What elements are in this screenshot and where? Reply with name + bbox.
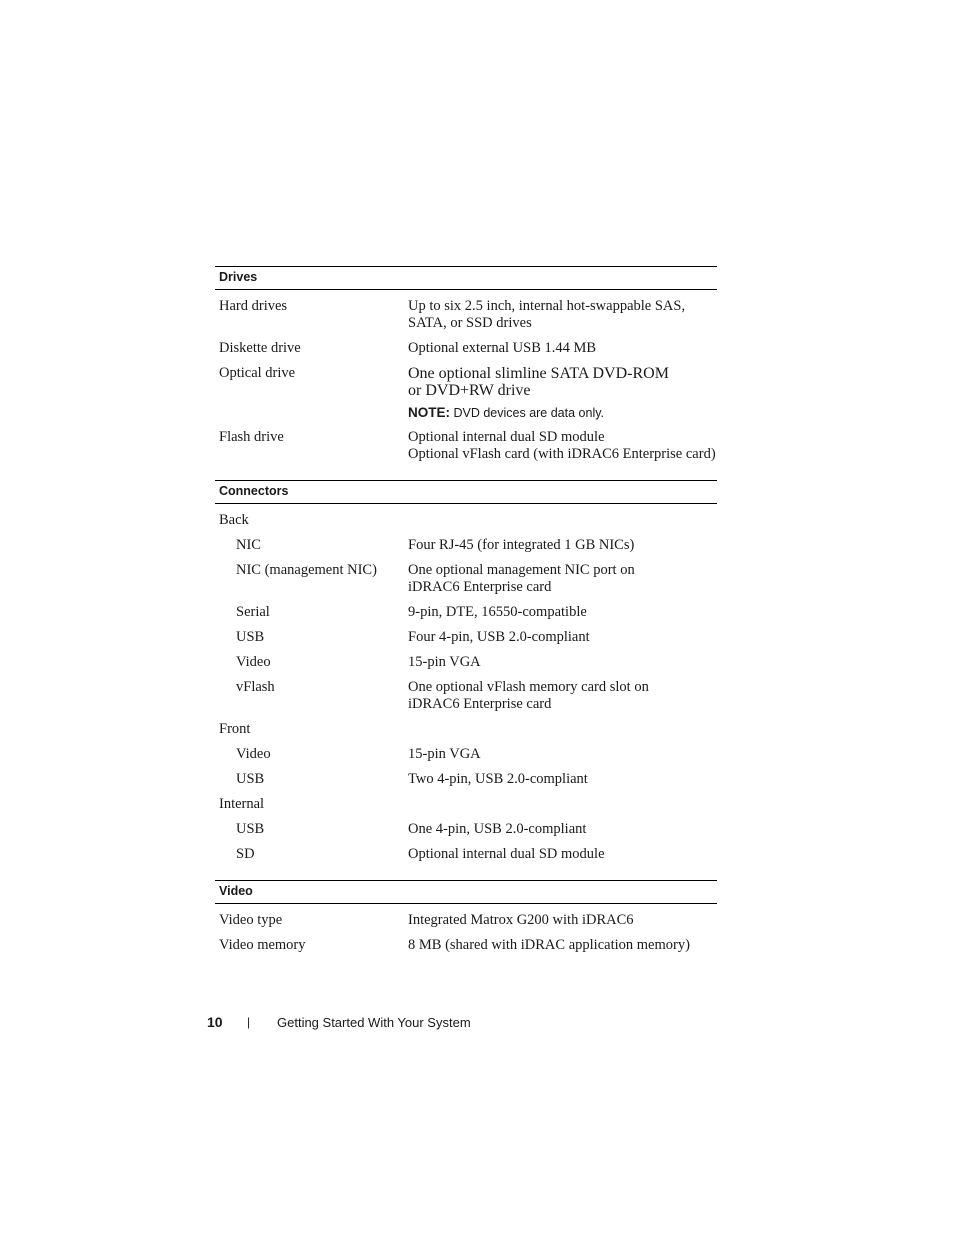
spec-row — [215, 562, 717, 596]
spec-value — [408, 604, 717, 621]
spec-label: Hard drives — [219, 298, 288, 314]
spec-value-line: SATA, or SSD drives — [408, 315, 532, 331]
note — [408, 405, 717, 421]
spec-value — [408, 912, 717, 929]
spec-row — [215, 298, 717, 332]
section-heading: Drives — [215, 266, 717, 290]
footer-title: Getting Started With Your System — [277, 1014, 471, 1030]
spec-row — [215, 340, 717, 357]
spec-value — [408, 429, 717, 463]
spec-label: NIC (management NIC) — [236, 562, 377, 578]
spec-value — [408, 365, 717, 421]
spec-label: Video type — [219, 912, 283, 928]
spec-row — [215, 912, 717, 929]
spec-label: USB — [236, 821, 265, 837]
spec-value — [408, 821, 717, 838]
spec-value-line: iDRAC6 Enterprise card — [408, 696, 552, 712]
spec-value-line: Optional internal dual SD module — [408, 429, 605, 445]
spec-value-line: Four 4-pin, USB 2.0-compliant — [408, 629, 590, 645]
section-connectors — [215, 480, 717, 863]
spec-value-line: 9-pin, DTE, 16550-compatible — [408, 604, 587, 620]
spec-value-line: One 4-pin, USB 2.0-compliant — [408, 821, 587, 837]
spec-row — [215, 721, 717, 738]
note-label: NOTE: — [408, 405, 450, 420]
spec-value-line: Four RJ-45 (for integrated 1 GB NICs) — [408, 537, 635, 553]
spec-row — [215, 429, 717, 463]
spec-value — [408, 937, 717, 954]
spec-label: Video — [236, 654, 271, 670]
note-text: DVD devices are data only. — [450, 406, 605, 420]
spec-value-line: iDRAC6 Enterprise card — [408, 579, 552, 595]
spec-value-line: Integrated Matrox G200 with iDRAC6 — [408, 912, 634, 928]
spec-label: USB — [236, 629, 265, 645]
spec-row — [215, 796, 717, 813]
spec-value-line: Two 4-pin, USB 2.0-compliant — [408, 771, 588, 787]
spec-value — [408, 298, 717, 332]
spec-row — [215, 512, 717, 529]
spec-row — [215, 604, 717, 621]
spec-value-line: Optional internal dual SD module — [408, 846, 605, 862]
spec-value — [408, 721, 717, 738]
spec-label: Diskette drive — [219, 340, 301, 356]
spec-value-line: One optional slimline SATA DVD-ROM — [408, 365, 669, 382]
spec-value — [408, 796, 717, 813]
spec-row — [215, 746, 717, 763]
spec-label: Back — [219, 512, 249, 528]
spec-value — [408, 629, 717, 646]
spec-value-line: or DVD+RW drive — [408, 382, 531, 399]
spec-value — [408, 512, 717, 529]
spec-table — [215, 266, 717, 954]
spec-label: NIC — [236, 537, 261, 553]
page-footer — [207, 1014, 471, 1030]
spec-value-line: One optional vFlash memory card slot on — [408, 679, 649, 695]
spec-label: Optical drive — [219, 365, 296, 381]
spec-value — [408, 562, 717, 596]
spec-value-line: 15-pin VGA — [408, 746, 481, 762]
spec-label: vFlash — [236, 679, 275, 695]
section-video — [215, 880, 717, 954]
spec-value — [408, 654, 717, 671]
spec-value-line: Optional vFlash card (with iDRAC6 Enterprise card) — [408, 446, 716, 462]
spec-label: SD — [236, 846, 255, 862]
spec-row — [215, 821, 717, 838]
spec-label: Flash drive — [219, 429, 284, 445]
section-drives — [215, 266, 717, 463]
spec-value-line: Up to six 2.5 inch, internal hot-swappable SAS, — [408, 298, 686, 314]
spec-label: Video memory — [219, 937, 306, 953]
spec-value — [408, 537, 717, 554]
spec-row — [215, 365, 717, 421]
spec-row — [215, 629, 717, 646]
page-number: 10 — [207, 1014, 223, 1030]
spec-value — [408, 846, 717, 863]
section-heading: Video — [215, 880, 717, 904]
spec-value — [408, 340, 717, 357]
spec-value — [408, 771, 717, 788]
spec-row — [215, 679, 717, 713]
spec-value-line: Optional external USB 1.44 MB — [408, 340, 597, 356]
spec-row — [215, 846, 717, 863]
spec-value — [408, 746, 717, 763]
section-heading: Connectors — [215, 480, 717, 504]
spec-label: Video — [236, 746, 271, 762]
spec-value-line: 15-pin VGA — [408, 654, 481, 670]
spec-row — [215, 771, 717, 788]
spec-value — [408, 679, 717, 713]
spec-row — [215, 537, 717, 554]
footer-separator: | — [247, 1015, 251, 1029]
spec-row — [215, 654, 717, 671]
spec-label: USB — [236, 771, 265, 787]
spec-label: Internal — [219, 796, 265, 812]
spec-row — [215, 937, 717, 954]
spec-label: Serial — [236, 604, 270, 620]
spec-value-line: 8 MB (shared with iDRAC application memory) — [408, 937, 690, 953]
spec-label: Front — [219, 721, 251, 737]
spec-value-line: One optional management NIC port on — [408, 562, 635, 578]
